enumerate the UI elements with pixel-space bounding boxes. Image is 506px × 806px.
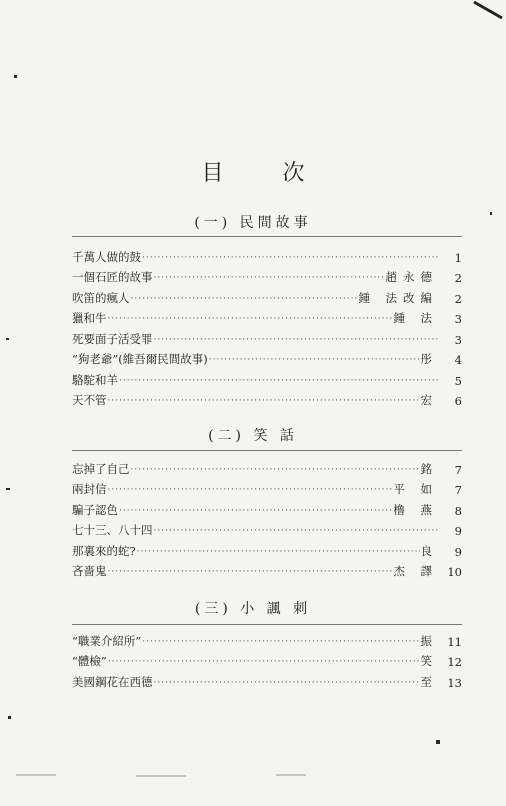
entry-title: “狗老爺”(維吾爾民間故事) bbox=[72, 352, 208, 366]
entry-title: 死要面子活受罪 bbox=[72, 331, 153, 346]
entry-title: 獵和牛 bbox=[72, 311, 107, 325]
scan-speck bbox=[490, 212, 492, 215]
toc-entry[interactable] bbox=[72, 538, 462, 559]
leader-dots bbox=[108, 483, 393, 497]
entry-author: 鍾 法 bbox=[393, 311, 438, 325]
toc-entry[interactable] bbox=[72, 326, 462, 347]
entry-title: 一個石匠的故事 bbox=[72, 270, 153, 284]
entry-page: 10 bbox=[447, 565, 462, 579]
toc-entry[interactable] bbox=[72, 628, 462, 649]
entry-author: 宏 bbox=[420, 393, 438, 407]
leader-dots bbox=[209, 353, 420, 367]
entry-author: 鍾 法改編 bbox=[358, 290, 438, 305]
entry-page: 2 bbox=[454, 271, 462, 285]
toc-entry[interactable] bbox=[72, 649, 462, 670]
entry-author: 良 bbox=[420, 543, 438, 558]
entry-page: 5 bbox=[454, 373, 462, 388]
toc-entry[interactable] bbox=[72, 669, 462, 690]
entry-page: 4 bbox=[454, 353, 462, 367]
entry-author: 橹 燕 bbox=[393, 502, 438, 517]
entry-author: 笑 bbox=[420, 654, 438, 668]
toc-entry[interactable] bbox=[72, 367, 462, 388]
leader-dots bbox=[142, 251, 439, 265]
leader-dots bbox=[108, 655, 420, 669]
entry-page: 6 bbox=[454, 394, 462, 408]
page-corner-mark bbox=[472, 0, 506, 22]
entry-page: 7 bbox=[454, 483, 462, 497]
entry-author: 至 bbox=[420, 674, 438, 689]
leader-dots bbox=[154, 333, 440, 347]
entry-title: 天不管 bbox=[72, 393, 107, 407]
entry-title: 吹笛的瘋人 bbox=[72, 290, 130, 305]
leader-dots bbox=[108, 312, 393, 326]
toc-entry[interactable] bbox=[72, 265, 462, 286]
entry-title: 那裏來的蛇? bbox=[72, 543, 136, 558]
section-divider bbox=[72, 624, 462, 625]
leader-dots bbox=[154, 676, 420, 690]
entry-page: 2 bbox=[454, 291, 462, 306]
entry-title: 駱駝和羊 bbox=[72, 372, 118, 387]
scan-speck bbox=[6, 488, 10, 490]
section-divider bbox=[72, 236, 462, 237]
entry-page: 12 bbox=[447, 655, 462, 669]
toc-entry[interactable] bbox=[72, 456, 462, 477]
toc-entry[interactable] bbox=[72, 244, 462, 265]
leader-dots bbox=[137, 545, 420, 559]
entry-author: 趙永德 bbox=[385, 270, 438, 284]
entry-title: 兩封信 bbox=[72, 482, 107, 496]
section-entries-folk-stories bbox=[72, 244, 462, 408]
leader-dots bbox=[154, 524, 440, 538]
entry-title: 七十三、八十四 bbox=[72, 523, 153, 537]
toc-entry[interactable] bbox=[72, 306, 462, 327]
section-heading-jokes: (二) 笑 話 bbox=[208, 428, 298, 444]
entry-title: 忘掉了自己 bbox=[72, 461, 130, 476]
entry-title: 美國鋼花在西德 bbox=[72, 674, 153, 689]
toc-entry[interactable] bbox=[72, 559, 462, 580]
leader-dots bbox=[108, 565, 393, 579]
entry-title: 騙子認色 bbox=[72, 502, 118, 517]
section-entries-satire bbox=[72, 628, 462, 690]
entry-page: 1 bbox=[454, 250, 462, 265]
toc-entry[interactable] bbox=[72, 497, 462, 518]
entry-page: 9 bbox=[454, 524, 462, 538]
leader-dots bbox=[142, 635, 419, 649]
entry-title: 吝嗇鬼 bbox=[72, 564, 107, 578]
entry-author: 杰 譯 bbox=[393, 564, 438, 578]
toc-entry[interactable] bbox=[72, 285, 462, 306]
entry-page: 7 bbox=[454, 462, 462, 477]
section-entries-jokes bbox=[72, 456, 462, 579]
toc-entry[interactable] bbox=[72, 388, 462, 409]
scan-speck bbox=[436, 740, 440, 744]
entry-author: 平 如 bbox=[393, 482, 438, 496]
leader-dots bbox=[119, 504, 392, 518]
entry-title: “體檢” bbox=[72, 654, 107, 668]
scan-speck bbox=[8, 716, 11, 719]
entry-page: 8 bbox=[454, 503, 462, 518]
leader-dots bbox=[131, 292, 358, 306]
section-heading-folk-stories: (一) 民間故事 bbox=[194, 215, 312, 231]
scan-smudge bbox=[16, 768, 486, 782]
leader-dots bbox=[131, 463, 420, 477]
toc-entry[interactable] bbox=[72, 347, 462, 368]
toc-entry[interactable] bbox=[72, 477, 462, 498]
leader-dots bbox=[108, 394, 420, 408]
entry-author: 銘 bbox=[420, 461, 438, 476]
section-divider bbox=[72, 450, 462, 451]
leader-dots bbox=[119, 374, 439, 388]
section-heading-satire: (三) 小 諷 刺 bbox=[194, 601, 312, 617]
entry-page: 9 bbox=[454, 544, 462, 559]
scan-speck bbox=[6, 338, 9, 340]
entry-author: 彤 bbox=[420, 352, 438, 366]
toc-entry[interactable] bbox=[72, 518, 462, 539]
entry-page: 3 bbox=[454, 312, 462, 326]
entry-page: 3 bbox=[454, 332, 462, 347]
entry-page: 11 bbox=[447, 634, 462, 649]
leader-dots bbox=[154, 271, 385, 285]
entry-title: 千萬人做的鼓 bbox=[72, 249, 141, 264]
entry-title: “職業介紹所” bbox=[72, 633, 142, 648]
entry-page: 13 bbox=[447, 675, 462, 690]
toc-title: 目 次 bbox=[201, 161, 331, 186]
scan-speck bbox=[14, 75, 17, 78]
entry-author: 振 bbox=[420, 633, 438, 648]
